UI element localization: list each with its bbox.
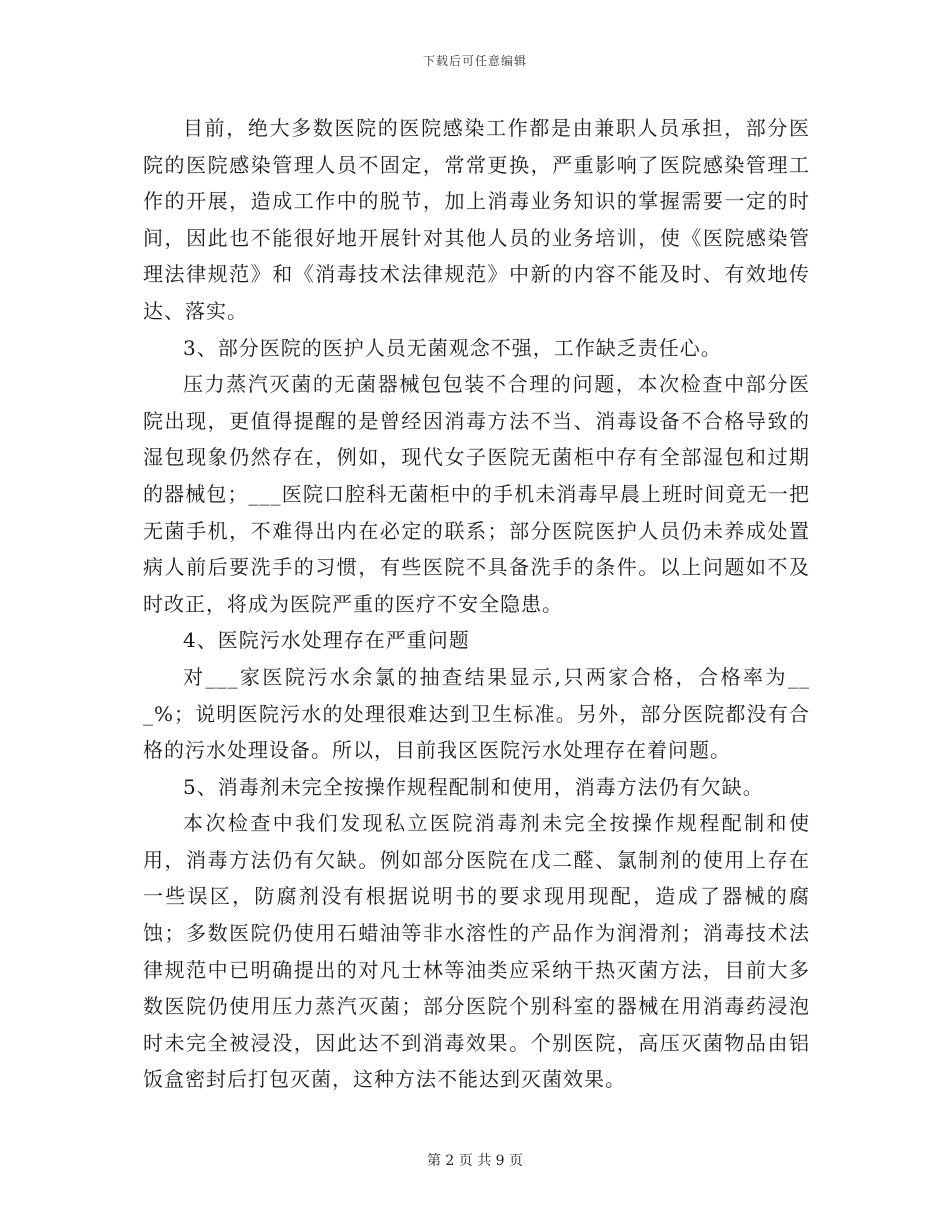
paragraph-sterilization: 压力蒸汽灭菌的无菌器械包包装不合理的问题，本次检查中部分医院出现，更值得提醒的是曾经因消毒方法不当、消毒设备不合格导致的湿包现象仍然存在，例如，现代女子医院无菌柜中存有全部湿包和过期的器械包；___医院口腔科无菌柜中的手机未消毒早晨上班时间竟无一把无菌手机，不难得出内在必定的联系；部分医院医护人员仍未养成处置病人前后要洗手的习惯，有些医院不具备洗手的条件。以上问题如不及时改正，将成为医院严重的医疗不安全隐患。 (143, 372, 810, 616)
page-number: 第 2 页 共 9 页 (426, 1153, 524, 1169)
section-heading-5: 5、消毒剂未完全按操作规程配制和使用，消毒方法仍有欠缺。 (183, 774, 764, 799)
document-body (143, 110, 810, 1098)
paragraph-sewage: 对___家医院污水余氯的抽查结果显示,只两家合格，合格率为___%；说明医院污水的处理很难达到卫生标准。另外，部分医院都没有合格的污水处理设备。所以，目前我区医院污水处理存在着问题。 (143, 664, 810, 763)
paragraph-disinfectant: 本次检查中我们发现私立医院消毒剂未完全按操作规程配制和使用，消毒方法仍有欠缺。例如部分医院在戊二醛、氯制剂的使用上存在一些误区，防腐剂没有根据说明书的要求现用现配，造成了器械的腐蚀；多数医院仍使用石蜡油等非水溶性的产品作为润滑剂；消毒技术法律规范中已明确提出的对凡士林等油类应采纳干热灭菌方法，目前大多数医院仍使用压力蒸汽灭菌；部分医院个别科室的器械在用消毒药浸泡时未完全被浸没，因此达不到消毒效果。个别医院，高压灭菌物品由铝饭盒密封后打包灭菌，这种方法不能达到灭菌效果。 (143, 811, 810, 1092)
paragraph-intro: 目前，绝大多数医院的医院感染工作都是由兼职人员承担，部分医院的医院感染管理人员不固定，常常更换，严重影响了医院感染管理工作的开展，造成工作中的脱节，加上消毒业务知识的掌握需要一定的时间，因此也不能很好地开展针对其他人员的业务培训，使《医院感染管理法律规范》和《消毒技术法律规范》中新的内容不能及时、有效地传达、落实。 (143, 116, 810, 323)
page-header-note: 下载后可任意编辑 (422, 54, 527, 68)
section-heading-3: 3、部分医院的医护人员无菌观念不强，工作缺乏责任心。 (183, 335, 722, 360)
section-heading-4: 4、医院污水处理存在严重问题 (183, 628, 470, 653)
